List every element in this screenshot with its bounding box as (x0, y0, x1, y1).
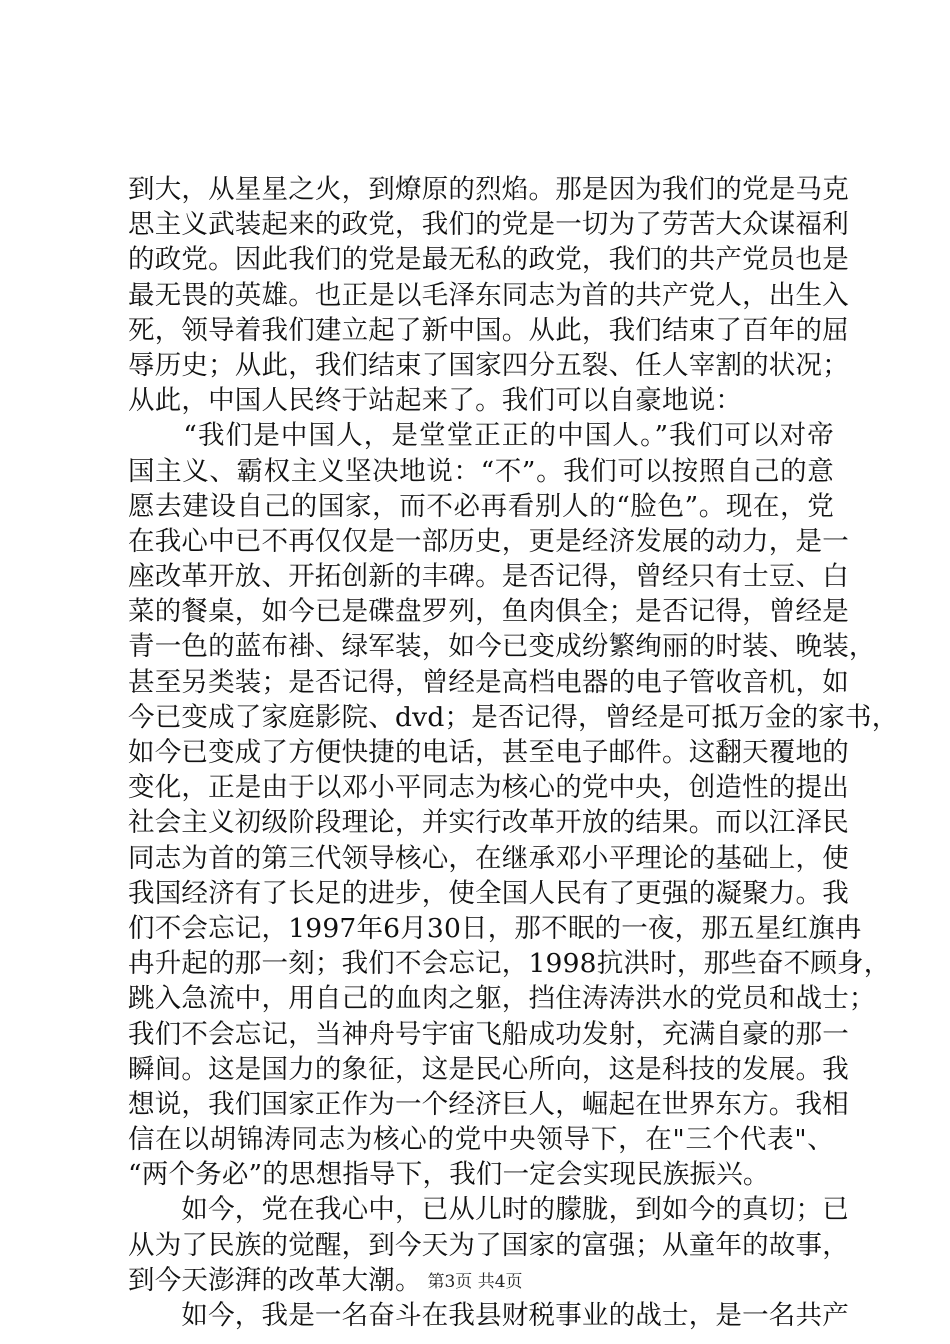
text-line: 从为了民族的觉醒，到今天为了国家的富强；从童年的故事， (128, 1229, 849, 1261)
text-line: 菜的餐桌，如今已是碟盘罗列，鱼肉俱全；是否记得，曾经是 (128, 596, 849, 628)
text-line: “我们是中国人，是堂堂正正的中国人。”我们可以对帝 (128, 420, 834, 452)
text-line: 到今天澎湃的改革大潮。 (128, 1264, 422, 1296)
text-line: 今已变成了家庭影院、dvd；是否记得，曾经是可抵万金的家书， (128, 701, 899, 733)
text-line: 在我心中已不再仅仅是一部历史，更是经济发展的动力，是一 (128, 525, 849, 557)
text-line: 座改革开放、开拓创新的丰碑。是否记得，曾经只有士豆、白 (128, 561, 849, 593)
text-line: 愿去建设自己的国家，而不必再看别人的“脸色”。现在，党 (128, 490, 834, 522)
text-line: “两个务必”的思想指导下，我们一定会实现民族振兴。 (128, 1159, 770, 1191)
text-line: 的政党。因此我们的党是最无私的政党，我们的共产党员也是 (128, 244, 849, 276)
text-line: 青一色的蓝布褂、绿军装，如今已变成纷繁绚丽的时装、晚装， (128, 631, 876, 663)
text-line: 冉升起的那一刻；我们不会忘记，1998抗洪时，那些奋不顾身， (128, 948, 891, 980)
text-line: 到大，从星星之火，到燎原的烈焰。那是因为我们的党是马克 (128, 174, 849, 205)
text-line: 从此，中国人民终于站起来了。我们可以自豪地说： (128, 385, 743, 417)
text-line: 瞬间。这是国力的象征，这是民心所向，这是科技的发展。我 (128, 1053, 849, 1085)
text-line: 我国经济有了长足的进步，使全国人民有了更强的凝聚力。我 (128, 877, 849, 909)
text-line: 甚至另类装；是否记得，曾经是高档电器的电子管收音机，如 (128, 666, 849, 698)
text-line: 思主义武装起来的政党，我们的党是一切为了劳苦大众谋福利 (128, 209, 849, 241)
text-line: 们不会忘记，1997年6月30日，那不眠的一夜，那五星红旗冉 (128, 912, 862, 944)
text-line: 如今，党在我心中，已从儿时的朦胧，到如今的真切；已 (128, 1194, 849, 1226)
text-line: 如今已变成了方便快捷的电话，甚至电子邮件。这翻天覆地的 (128, 737, 849, 768)
text-line: 辱历史；从此，我们结束了国家四分五裂、任人宰割的状况； (128, 349, 849, 381)
document-body (128, 172, 899, 1333)
text-line: 想说，我们国家正作为一个经济巨人，崛起在世界东方。我相 (128, 1088, 849, 1120)
text-line: 社会主义初级阶段理论，并实行改革开放的结果。而以江泽民 (128, 807, 849, 839)
text-line: 最无畏的英雄。也正是以毛泽东同志为首的共产党人，出生入 (128, 279, 849, 311)
text-line: 如今，我是一名奋斗在我县财税事业的战士，是一名共产 (128, 1300, 849, 1331)
page-footer: 第3页 共4页 (427, 1272, 523, 1292)
text-line: 同志为首的第三代领导核心，在继承邓小平理论的基础上，使 (128, 842, 849, 874)
text-line: 我们不会忘记，当神舟号宇宙飞船成功发射，充满自豪的那一 (128, 1018, 849, 1050)
text-line: 变化，正是由于以邓小平同志为核心的党中央，创造性的提出 (128, 772, 849, 804)
text-line: 信在以胡锦涛同志为核心的党中央领导下，在"三个代表"、 (128, 1124, 834, 1156)
text-line: 死，领导着我们建立起了新中国。从此，我们结束了百年的屈 (128, 314, 849, 346)
text-line: 国主义、霸权主义坚决地说：“不”。我们可以按照自己的意 (128, 455, 834, 487)
text-line: 跳入急流中，用自己的血肉之躯，挡住涛涛洪水的党员和战士； (128, 983, 876, 1015)
